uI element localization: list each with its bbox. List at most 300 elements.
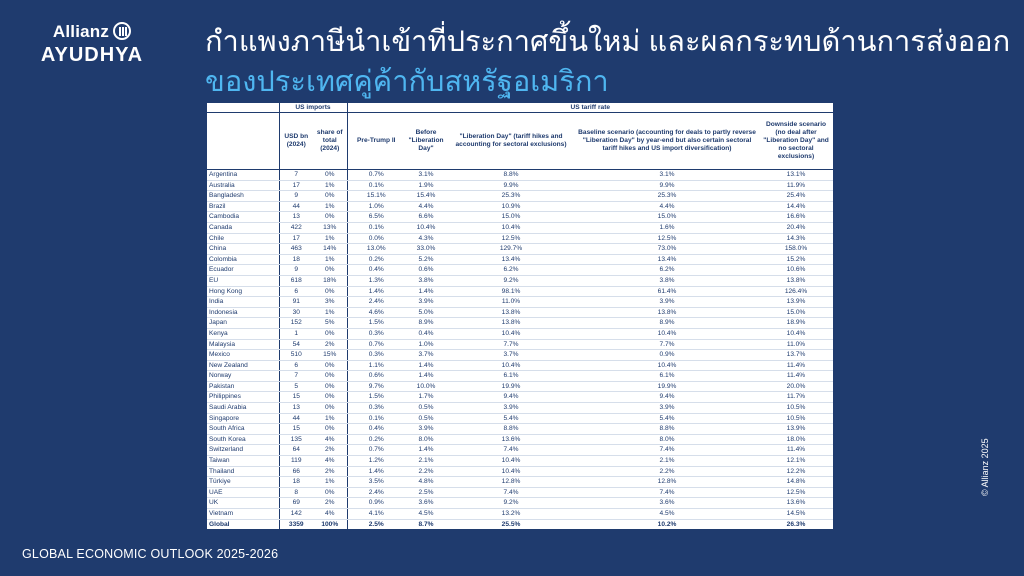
- value-cell: 14.5%: [759, 509, 833, 520]
- value-cell: 25.4%: [759, 191, 833, 202]
- country-cell: Mexico: [207, 350, 279, 361]
- page-title-line1: กำแพงภาษีนำเข้าที่ประกาศขึ้นใหม่ และผลกระทบด้านการส่งออก: [205, 26, 1011, 58]
- table-row: [207, 487, 833, 498]
- column-header: [207, 113, 279, 170]
- value-cell: 44: [279, 201, 313, 212]
- value-cell: 8.9%: [575, 318, 759, 329]
- value-cell: 2.1%: [405, 456, 447, 467]
- value-cell: 5: [279, 381, 313, 392]
- value-cell: 2.2%: [575, 466, 759, 477]
- value-cell: 4.5%: [405, 509, 447, 520]
- value-cell: 0.3%: [347, 403, 405, 414]
- table-row: [207, 222, 833, 233]
- value-cell: 4.1%: [347, 509, 405, 520]
- value-cell: 15: [279, 424, 313, 435]
- value-cell: 10.4%: [575, 328, 759, 339]
- country-cell: Philippines: [207, 392, 279, 403]
- value-cell: 13.8%: [447, 318, 575, 329]
- country-cell: UAE: [207, 487, 279, 498]
- table-row: [207, 434, 833, 445]
- value-cell: 4.3%: [405, 233, 447, 244]
- value-cell: 14%: [313, 244, 347, 255]
- value-cell: 0%: [313, 191, 347, 202]
- value-cell: 1.3%: [347, 275, 405, 286]
- value-cell: 11.4%: [759, 445, 833, 456]
- value-cell: 0.2%: [347, 434, 405, 445]
- value-cell: 0%: [313, 424, 347, 435]
- country-cell: New Zealand: [207, 360, 279, 371]
- value-cell: 8.7%: [405, 519, 447, 529]
- value-cell: 8.9%: [405, 318, 447, 329]
- value-cell: 10.4%: [447, 222, 575, 233]
- value-cell: 0%: [313, 212, 347, 223]
- value-cell: 142: [279, 509, 313, 520]
- value-cell: 1.1%: [347, 360, 405, 371]
- value-cell: 12.5%: [759, 487, 833, 498]
- value-cell: 5%: [313, 318, 347, 329]
- value-cell: 0%: [313, 392, 347, 403]
- value-cell: 2%: [313, 339, 347, 350]
- table-row: [207, 381, 833, 392]
- value-cell: 61.4%: [575, 286, 759, 297]
- value-cell: 5.2%: [405, 254, 447, 265]
- value-cell: 3.8%: [575, 275, 759, 286]
- value-cell: 17: [279, 180, 313, 191]
- table-row: [207, 392, 833, 403]
- value-cell: 1.0%: [347, 201, 405, 212]
- value-cell: 0%: [313, 403, 347, 414]
- page-title-line2: ของประเทศคู่ค้ากับสหรัฐอเมริกา: [205, 66, 609, 98]
- value-cell: 1.7%: [405, 392, 447, 403]
- value-cell: 4.5%: [575, 509, 759, 520]
- value-cell: 91: [279, 297, 313, 308]
- value-cell: 0%: [313, 328, 347, 339]
- table-row: [207, 180, 833, 191]
- value-cell: 129.7%: [447, 244, 575, 255]
- table-row: [207, 212, 833, 223]
- value-cell: 0%: [313, 170, 347, 181]
- value-cell: 126.4%: [759, 286, 833, 297]
- logo-line1: Allianz: [22, 22, 162, 42]
- value-cell: 0.9%: [575, 350, 759, 361]
- value-cell: 2.4%: [347, 487, 405, 498]
- value-cell: 1.6%: [575, 222, 759, 233]
- value-cell: 16.6%: [759, 212, 833, 223]
- value-cell: 30: [279, 307, 313, 318]
- value-cell: 69: [279, 498, 313, 509]
- value-cell: 158.0%: [759, 244, 833, 255]
- table-row: [207, 413, 833, 424]
- value-cell: 0.1%: [347, 222, 405, 233]
- value-cell: 1%: [313, 233, 347, 244]
- value-cell: 1.5%: [347, 318, 405, 329]
- tariff-table-container: [207, 103, 833, 529]
- value-cell: 2.1%: [575, 456, 759, 467]
- value-cell: 0%: [313, 265, 347, 276]
- table-row: [207, 307, 833, 318]
- value-cell: 1: [279, 328, 313, 339]
- table-row: [207, 456, 833, 467]
- value-cell: 18: [279, 254, 313, 265]
- country-cell: Norway: [207, 371, 279, 382]
- value-cell: 7: [279, 371, 313, 382]
- country-cell: Vietnam: [207, 509, 279, 520]
- country-cell: Brazil: [207, 201, 279, 212]
- value-cell: 119: [279, 456, 313, 467]
- country-cell: Chile: [207, 233, 279, 244]
- value-cell: 618: [279, 275, 313, 286]
- value-cell: 3.6%: [405, 498, 447, 509]
- value-cell: 10.4%: [759, 328, 833, 339]
- table-row: [207, 360, 833, 371]
- value-cell: 13.7%: [759, 350, 833, 361]
- table-row: [207, 233, 833, 244]
- value-cell: 15%: [313, 350, 347, 361]
- value-cell: 33.0%: [405, 244, 447, 255]
- value-cell: 1.0%: [405, 339, 447, 350]
- value-cell: 13.8%: [575, 307, 759, 318]
- country-cell: India: [207, 297, 279, 308]
- country-cell: Pakistan: [207, 381, 279, 392]
- value-cell: 9.9%: [575, 180, 759, 191]
- value-cell: 12.5%: [575, 233, 759, 244]
- country-cell: EU: [207, 275, 279, 286]
- value-cell: 8.0%: [405, 434, 447, 445]
- column-header: Before "Liberation Day": [405, 113, 447, 170]
- value-cell: 15.0%: [575, 212, 759, 223]
- value-cell: 11.0%: [759, 339, 833, 350]
- value-cell: 1.4%: [347, 466, 405, 477]
- value-cell: 13: [279, 403, 313, 414]
- value-cell: 19.9%: [575, 381, 759, 392]
- value-cell: 11.4%: [759, 360, 833, 371]
- value-cell: 10.4%: [447, 466, 575, 477]
- value-cell: 1%: [313, 413, 347, 424]
- value-cell: 12.1%: [759, 456, 833, 467]
- value-cell: 4.4%: [405, 201, 447, 212]
- value-cell: 15.1%: [347, 191, 405, 202]
- value-cell: 13.6%: [759, 498, 833, 509]
- value-cell: 25.3%: [575, 191, 759, 202]
- value-cell: 6.1%: [447, 371, 575, 382]
- value-cell: 0.3%: [347, 350, 405, 361]
- value-cell: 1.4%: [347, 286, 405, 297]
- tariff-table: [207, 103, 833, 529]
- value-cell: 0.7%: [347, 339, 405, 350]
- value-cell: 6.1%: [575, 371, 759, 382]
- value-cell: 10.4%: [447, 328, 575, 339]
- value-cell: 54: [279, 339, 313, 350]
- value-cell: 0%: [313, 360, 347, 371]
- value-cell: 4%: [313, 456, 347, 467]
- value-cell: 4%: [313, 509, 347, 520]
- value-cell: 9.2%: [447, 498, 575, 509]
- value-cell: 10.5%: [759, 403, 833, 414]
- table-row: [207, 297, 833, 308]
- value-cell: 8: [279, 487, 313, 498]
- value-cell: 0%: [313, 487, 347, 498]
- value-cell: 0.4%: [405, 328, 447, 339]
- value-cell: 0%: [313, 381, 347, 392]
- value-cell: 0.6%: [405, 265, 447, 276]
- value-cell: 11.9%: [759, 180, 833, 191]
- table-row: [207, 244, 833, 255]
- country-cell: South Africa: [207, 424, 279, 435]
- value-cell: 6.5%: [347, 212, 405, 223]
- table-row: [207, 498, 833, 509]
- value-cell: 8.0%: [575, 434, 759, 445]
- value-cell: 13.8%: [447, 307, 575, 318]
- value-cell: 1.4%: [405, 360, 447, 371]
- value-cell: 15.4%: [405, 191, 447, 202]
- value-cell: 13.1%: [759, 170, 833, 181]
- value-cell: 18: [279, 477, 313, 488]
- value-cell: 64: [279, 445, 313, 456]
- value-cell: 3.1%: [575, 170, 759, 181]
- value-cell: 0.7%: [347, 170, 405, 181]
- value-cell: 1%: [313, 201, 347, 212]
- value-cell: 6.2%: [447, 265, 575, 276]
- country-cell: Global: [207, 519, 279, 529]
- group-header-tariff: US tariff rate: [347, 103, 833, 113]
- country-cell: Cambodia: [207, 212, 279, 223]
- country-cell: Australia: [207, 180, 279, 191]
- table-row: [207, 286, 833, 297]
- value-cell: 6.6%: [405, 212, 447, 223]
- value-cell: 20.0%: [759, 381, 833, 392]
- value-cell: 14.4%: [759, 201, 833, 212]
- value-cell: 3.8%: [405, 275, 447, 286]
- value-cell: 10.0%: [405, 381, 447, 392]
- value-cell: 3.7%: [447, 350, 575, 361]
- value-cell: 1%: [313, 307, 347, 318]
- value-cell: 4%: [313, 434, 347, 445]
- value-cell: 9: [279, 265, 313, 276]
- value-cell: 7.7%: [447, 339, 575, 350]
- value-cell: 5.0%: [405, 307, 447, 318]
- country-cell: Taiwan: [207, 456, 279, 467]
- value-cell: 13.9%: [759, 297, 833, 308]
- value-cell: 14.8%: [759, 477, 833, 488]
- value-cell: 7.4%: [447, 487, 575, 498]
- value-cell: 422: [279, 222, 313, 233]
- value-cell: 3%: [313, 297, 347, 308]
- table-row: [207, 265, 833, 276]
- country-cell: Indonesia: [207, 307, 279, 318]
- value-cell: 14.3%: [759, 233, 833, 244]
- value-cell: 6.2%: [575, 265, 759, 276]
- table-row: [207, 424, 833, 435]
- value-cell: 0.6%: [347, 371, 405, 382]
- table-row: [207, 191, 833, 202]
- value-cell: 13.9%: [759, 424, 833, 435]
- value-cell: 6: [279, 286, 313, 297]
- value-cell: 2.5%: [405, 487, 447, 498]
- value-cell: 12.5%: [447, 233, 575, 244]
- table-row: [207, 466, 833, 477]
- table-row: [207, 509, 833, 520]
- value-cell: 0.9%: [347, 498, 405, 509]
- table-row: [207, 254, 833, 265]
- value-cell: 1.5%: [347, 392, 405, 403]
- country-cell: Switzerland: [207, 445, 279, 456]
- value-cell: 3.1%: [405, 170, 447, 181]
- value-cell: 10.5%: [759, 413, 833, 424]
- value-cell: 0%: [313, 286, 347, 297]
- column-header: Downside scenario (no deal after "Liberation Day" and no sectoral exclusions): [759, 113, 833, 170]
- allianz-eagle-icon: [113, 22, 131, 40]
- column-header: Baseline scenario (accounting for deals to partly reverse "Liberation Day" by year-end but also certain sectoral tariff hikes and US import diversification): [575, 113, 759, 170]
- value-cell: 98.1%: [447, 286, 575, 297]
- value-cell: 135: [279, 434, 313, 445]
- value-cell: 7.7%: [575, 339, 759, 350]
- country-cell: Ecuador: [207, 265, 279, 276]
- value-cell: 7.4%: [575, 445, 759, 456]
- value-cell: 11.4%: [759, 371, 833, 382]
- value-cell: 19.9%: [447, 381, 575, 392]
- value-cell: 10.4%: [575, 360, 759, 371]
- table-row: [207, 350, 833, 361]
- table-row: [207, 477, 833, 488]
- value-cell: 0.2%: [347, 254, 405, 265]
- value-cell: 25.5%: [447, 519, 575, 529]
- value-cell: 0.4%: [347, 265, 405, 276]
- value-cell: 66: [279, 466, 313, 477]
- allianz-ayudhya-logo: [22, 22, 162, 67]
- value-cell: 10.4%: [447, 456, 575, 467]
- table-row: [207, 275, 833, 286]
- value-cell: 7: [279, 170, 313, 181]
- value-cell: 7.4%: [575, 487, 759, 498]
- value-cell: 3.9%: [447, 403, 575, 414]
- value-cell: 2%: [313, 498, 347, 509]
- value-cell: 9.4%: [447, 392, 575, 403]
- country-cell: Bangladesh: [207, 191, 279, 202]
- value-cell: 0.7%: [347, 445, 405, 456]
- value-cell: 25.3%: [447, 191, 575, 202]
- value-cell: 2.4%: [347, 297, 405, 308]
- value-cell: 12.8%: [447, 477, 575, 488]
- value-cell: 510: [279, 350, 313, 361]
- value-cell: 17: [279, 233, 313, 244]
- value-cell: 2.5%: [347, 519, 405, 529]
- value-cell: 3.5%: [347, 477, 405, 488]
- country-cell: Singapore: [207, 413, 279, 424]
- value-cell: 4.6%: [347, 307, 405, 318]
- value-cell: 8.8%: [447, 170, 575, 181]
- logo-line2: AYUDHYA: [40, 44, 144, 66]
- country-cell: Saudi Arabia: [207, 403, 279, 414]
- value-cell: 3.7%: [405, 350, 447, 361]
- value-cell: 13.4%: [575, 254, 759, 265]
- value-cell: 2.2%: [405, 466, 447, 477]
- value-cell: 10.4%: [447, 360, 575, 371]
- value-cell: 12.2%: [759, 466, 833, 477]
- country-cell: Hong Kong: [207, 286, 279, 297]
- country-cell: Canada: [207, 222, 279, 233]
- value-cell: 4.8%: [405, 477, 447, 488]
- column-header: USD bn (2024): [279, 113, 313, 170]
- value-cell: 5.4%: [447, 413, 575, 424]
- country-cell: South Korea: [207, 434, 279, 445]
- table-row: [207, 445, 833, 456]
- value-cell: 13%: [313, 222, 347, 233]
- table-row: [207, 339, 833, 350]
- value-cell: 0.0%: [347, 233, 405, 244]
- value-cell: 11.7%: [759, 392, 833, 403]
- table-row: [207, 403, 833, 414]
- value-cell: 0.3%: [347, 328, 405, 339]
- value-cell: 10.9%: [447, 201, 575, 212]
- value-cell: 15.0%: [759, 307, 833, 318]
- country-cell: Türkiye: [207, 477, 279, 488]
- value-cell: 20.4%: [759, 222, 833, 233]
- value-cell: 15.0%: [447, 212, 575, 223]
- value-cell: 3.9%: [575, 297, 759, 308]
- value-cell: 9.7%: [347, 381, 405, 392]
- country-cell: Kenya: [207, 328, 279, 339]
- country-cell: Argentina: [207, 170, 279, 181]
- value-cell: 1.2%: [347, 456, 405, 467]
- value-cell: 6: [279, 360, 313, 371]
- value-cell: 0%: [313, 371, 347, 382]
- value-cell: 73.0%: [575, 244, 759, 255]
- value-cell: 13.0%: [347, 244, 405, 255]
- value-cell: 152: [279, 318, 313, 329]
- value-cell: 1.9%: [405, 180, 447, 191]
- column-header: share of total (2024): [313, 113, 347, 170]
- value-cell: 3.9%: [405, 297, 447, 308]
- value-cell: 13.4%: [447, 254, 575, 265]
- table-row: [207, 170, 833, 181]
- value-cell: 1.4%: [405, 445, 447, 456]
- value-cell: 9.2%: [447, 275, 575, 286]
- value-cell: 0.1%: [347, 180, 405, 191]
- value-cell: 9.4%: [575, 392, 759, 403]
- value-cell: 10.4%: [405, 222, 447, 233]
- value-cell: 3.6%: [575, 498, 759, 509]
- column-header: "Liberation Day" (tariff hikes and accounting for sectoral exclusions): [447, 113, 575, 170]
- value-cell: 44: [279, 413, 313, 424]
- value-cell: 11.0%: [447, 297, 575, 308]
- value-cell: 0.1%: [347, 413, 405, 424]
- value-cell: 1.4%: [405, 371, 447, 382]
- value-cell: 0.5%: [405, 413, 447, 424]
- value-cell: 26.3%: [759, 519, 833, 529]
- value-cell: 100%: [313, 519, 347, 529]
- value-cell: 1%: [313, 180, 347, 191]
- table-row: [207, 318, 833, 329]
- value-cell: 4.4%: [575, 201, 759, 212]
- value-cell: 13.2%: [447, 509, 575, 520]
- column-header: Pre-Trump II: [347, 113, 405, 170]
- value-cell: 3359: [279, 519, 313, 529]
- value-cell: 463: [279, 244, 313, 255]
- country-cell: Colombia: [207, 254, 279, 265]
- value-cell: 13.8%: [759, 275, 833, 286]
- group-header-imports: US imports: [279, 103, 347, 113]
- value-cell: 15.2%: [759, 254, 833, 265]
- value-cell: 13: [279, 212, 313, 223]
- country-cell: China: [207, 244, 279, 255]
- value-cell: 10.2%: [575, 519, 759, 529]
- value-cell: 1%: [313, 254, 347, 265]
- value-cell: 7.4%: [447, 445, 575, 456]
- footer-label: GLOBAL ECONOMIC OUTLOOK 2025-2026: [22, 547, 279, 561]
- value-cell: 9: [279, 191, 313, 202]
- value-cell: 8.8%: [447, 424, 575, 435]
- value-cell: 1.4%: [405, 286, 447, 297]
